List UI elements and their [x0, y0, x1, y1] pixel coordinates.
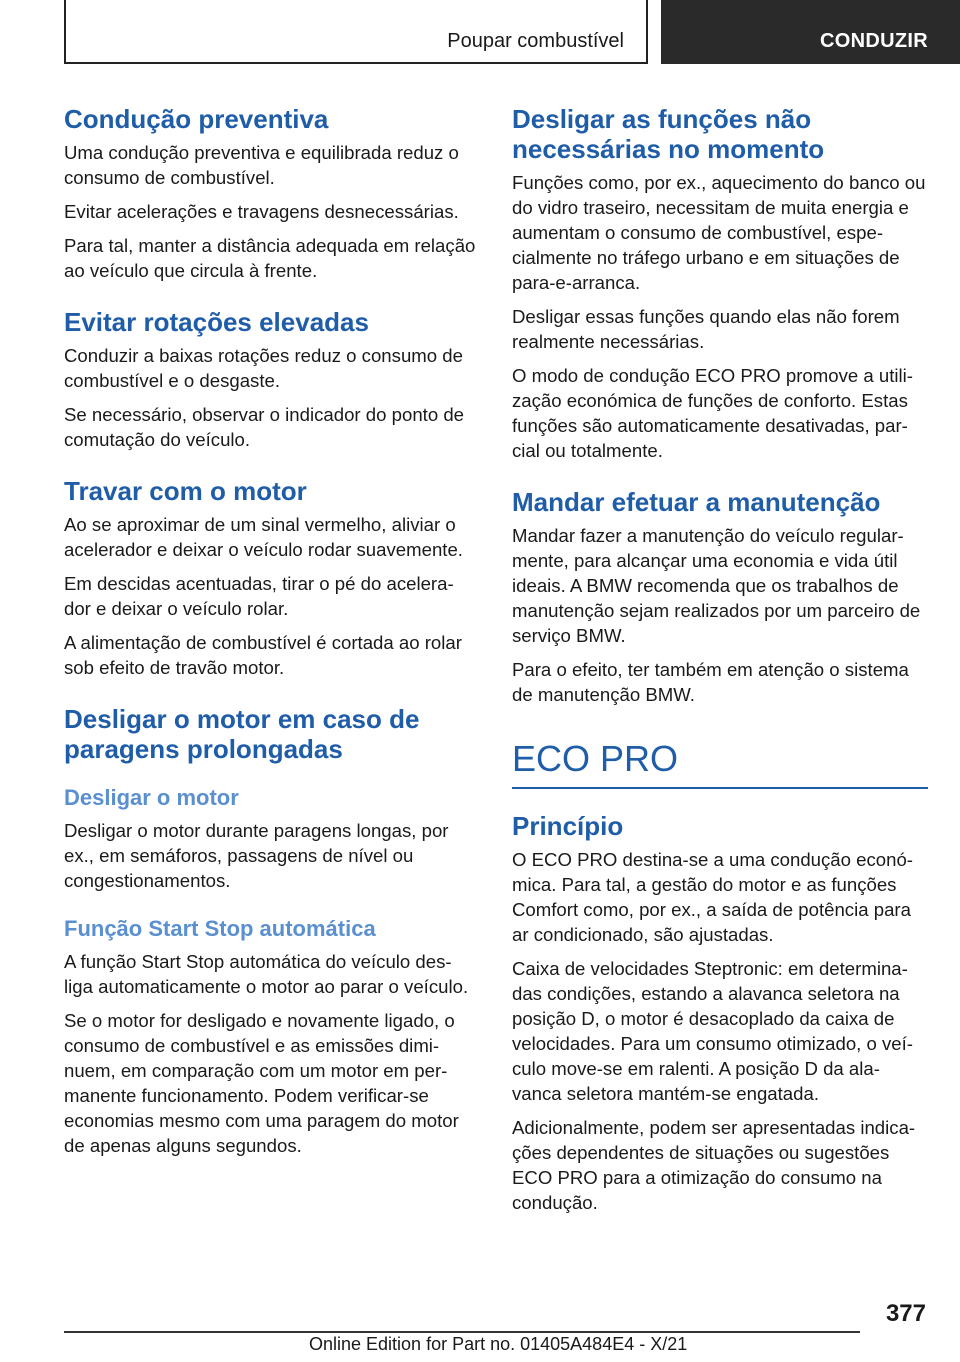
subsection-stop-engine: [64, 784, 480, 893]
footer-divider: [64, 1331, 860, 1333]
paragraph: O modo de condução ECO PRO promove a utili-zação económica de funções de conforto. Estas funções são automaticamente desativadas, par-cial ou totalmente.: [512, 365, 913, 461]
subsection-heading: Desligar o motor: [64, 785, 239, 810]
paragraph: Evitar acelerações e travagens desnecessárias.: [64, 201, 459, 222]
section-preventive-driving: [64, 104, 480, 283]
header-chapter-title: CONDUZIR: [820, 30, 928, 52]
paragraph: Se necessário, observar o indicador do ponto de comutação do veículo.: [64, 404, 465, 450]
chapter-heading-eco-pro: [512, 737, 928, 789]
paragraph: Uma condução preventiva e equilibrada reduz o consumo de combustível.: [64, 142, 459, 188]
paragraph: Caixa de velocidades Steptronic: em determina-das condições, estando a alavanca seletora na posição D, o motor é desacoplado da caixa de velocidades. Para um consumo otimizado, o veí-culo move-se em ralenti. A posição D da ala-vanca seletora mantém-se engatada.: [512, 958, 913, 1104]
paragraph: Desligar o motor durante paragens longas, por ex., em semáforos, passagens de nível ou congestionamentos.: [64, 820, 449, 891]
section-heading: Princípio: [512, 811, 624, 841]
section-maintenance: [512, 487, 928, 707]
right-column: [512, 104, 928, 1239]
page-number: 377: [885, 1300, 926, 1327]
section-heading: Condução preventiva: [64, 104, 329, 134]
section-heading: Travar com o motor: [64, 476, 307, 506]
section-stop-engine: [64, 704, 480, 1158]
section-disable-functions: [512, 104, 928, 463]
left-column: [64, 104, 480, 1182]
footer-edition-text: Online Edition for Part no. 01405A484E4 - X/21: [309, 1334, 688, 1354]
paragraph: Adicionalmente, podem ser apresentadas indica-ções dependentes de situações ou sugestões ECO PRO para a otimização do consumo na condução.: [512, 1117, 916, 1213]
section-heading: Desligar as funções não necessárias no momento: [512, 104, 825, 164]
paragraph: Se o motor for desligado e novamente ligado, o consumo de combustível e as emissões dimi-nuem, em comparação com um motor em per-manente funcionamento. Podem verificar-se economias mesmo com uma paragem do motor de apenas alguns segundos.: [64, 1010, 459, 1156]
subsection-auto-start-stop: [64, 915, 480, 1158]
paragraph: Para tal, manter a distância adequada em relação ao veículo que circula à frente.: [64, 235, 476, 281]
section-heading: Mandar efetuar a manutenção: [512, 487, 881, 517]
paragraph: Conduzir a baixas rotações reduz o consumo de combustível e o desgaste.: [64, 345, 463, 391]
section-avoid-high-rpm: [64, 307, 480, 452]
header-chapter-tab: [661, 0, 960, 64]
paragraph: A função Start Stop automática do veículo des-liga automaticamente o motor ao parar o veículo.: [64, 951, 469, 997]
header-section-title: Poupar combustível: [447, 30, 624, 52]
section-heading: Evitar rotações elevadas: [64, 307, 369, 337]
section-engine-braking: [64, 476, 480, 680]
header-section-tab: [64, 0, 648, 64]
paragraph: Mandar fazer a manutenção do veículo regular-mente, para alcançar uma economia e vida útil ideais. A BMW recomenda que os trabalhos de manutenção sejam realizados por um parceiro de serviço BMW.: [512, 525, 921, 646]
paragraph: A alimentação de combustível é cortada ao rolar sob efeito de travão motor.: [64, 632, 462, 678]
subsection-heading: Função Start Stop automática: [64, 916, 376, 941]
paragraph: O ECO PRO destina-se a uma condução econó-mica. Para tal, a gestão do motor e as funções Comfort como, por ex., a saída de potência para ar condicionado, são ajustadas.: [512, 849, 914, 945]
paragraph: Desligar essas funções quando elas não forem realmente necessárias.: [512, 306, 900, 352]
paragraph: Em descidas acentuadas, tirar o pé do acelera-dor e deixar o veículo rolar.: [64, 573, 454, 619]
paragraph: Para o efeito, ter também em atenção o sistema de manutenção BMW.: [512, 659, 909, 705]
section-heading: Desligar o motor em caso de paragens prolongadas: [64, 704, 420, 764]
chapter-heading: ECO PRO: [512, 738, 679, 779]
paragraph: Ao se aproximar de um sinal vermelho, aliviar o acelerador e deixar o veículo rodar suavemente.: [64, 514, 463, 560]
paragraph: Funções como, por ex., aquecimento do banco ou do vidro traseiro, necessitam de muita energia e aumentam o consumo de combustível, espe-cialmente no tráfego urbano e em situações de para-e-arranca.: [512, 172, 926, 293]
section-principle: [512, 811, 928, 1215]
